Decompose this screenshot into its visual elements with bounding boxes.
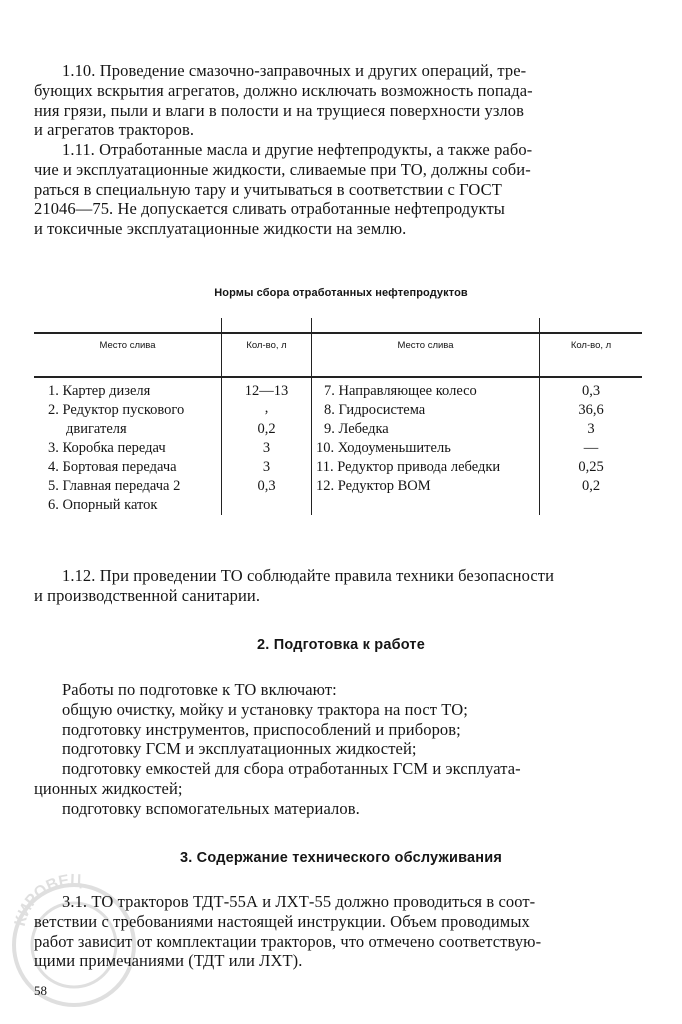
table-cell-place: 12. Редуктор ВОМ bbox=[316, 478, 431, 494]
text-line: 21046—75. Не допускается сливать отработанные нефтепродукты bbox=[34, 199, 505, 219]
text-line: и агрегатов тракторов. bbox=[34, 120, 195, 140]
text-line: и токсичные эксплуатационные жидкости на землю. bbox=[34, 219, 407, 239]
table-cell-place: 6. Опорный каток bbox=[48, 497, 158, 513]
table-cell-qty: 0,2 bbox=[581, 478, 601, 494]
text-line: подготовку ГСМ и эксплуатационных жидкостей; bbox=[62, 739, 417, 759]
table-cell-qty: 36,6 bbox=[578, 402, 604, 418]
header-qty-left: Кол-во, л bbox=[246, 340, 287, 351]
table-cell-qty: , bbox=[264, 400, 269, 416]
table-cell-qty: 0,25 bbox=[578, 459, 604, 475]
oil-collection-table bbox=[34, 318, 642, 518]
text-line: ния грязи, пыли и влаги в полости и на трущиеся поверхности узлов bbox=[34, 100, 525, 120]
table-cell-qty: 0,3 bbox=[581, 383, 601, 399]
text-line: работ зависит от комплектации тракторов, что отмечено соответствую- bbox=[34, 931, 542, 951]
paragraph-1-12 bbox=[34, 566, 638, 606]
text-line: подготовку инструментов, приспособлений и приборов; bbox=[62, 719, 461, 739]
table-cell-place: 3. Коробка передач bbox=[48, 440, 166, 456]
text-line: чие и эксплуатационные жидкости, сливаемые при ТО, должны соби- bbox=[34, 159, 531, 179]
text-line: подготовку емкостей для сбора отработанных ГСМ и эксплуата- bbox=[62, 759, 521, 779]
paragraph-1-11 bbox=[34, 140, 638, 239]
table-top-rule bbox=[34, 332, 642, 334]
text-line: общую очистку, мойку и установку трактора на пост ТО; bbox=[62, 699, 468, 719]
table-title: Нормы сбора отработанных нефтепродуктов bbox=[214, 287, 468, 299]
text-line: ционных жидкостей; bbox=[34, 778, 183, 798]
table-cell-qty: 3 bbox=[587, 421, 595, 437]
table-cell-qty: 3 bbox=[262, 440, 271, 456]
text-line: раться в специальную тару и учитываться в соответствии с ГОСТ bbox=[34, 179, 502, 199]
table-cell-qty: 3 bbox=[262, 459, 271, 475]
text-line: 1.10. Проведение смазочно-заправочных и других операций, тре- bbox=[62, 61, 527, 80]
page-number: 58 bbox=[34, 983, 47, 998]
header-place-left: Место слива bbox=[99, 340, 156, 351]
table-cell-place: 2. Редуктор пускового bbox=[48, 402, 185, 418]
table-cell-qty: — bbox=[583, 440, 599, 456]
text-line: щими примечаниями (ТДТ или ЛХТ). bbox=[34, 951, 303, 971]
text-line: подготовку вспомогательных материалов. bbox=[62, 798, 360, 818]
table-cell-place: 10. Ходоуменьшитель bbox=[316, 440, 451, 456]
text-line: 1.12. При проведении ТО соблюдайте правила техники безопасности bbox=[62, 566, 555, 585]
table-cell-place: 8. Гидросистема bbox=[324, 402, 426, 418]
table-cell-qty: 0,3 bbox=[257, 478, 276, 494]
text-line: и производственной санитарии. bbox=[34, 585, 261, 605]
text-line: ветствии с требованиями настоящей инструкции. Объем проводимых bbox=[34, 911, 530, 931]
table-cell-place: 4. Бортовая передача bbox=[48, 459, 177, 475]
library-stamp-watermark bbox=[4, 855, 144, 1015]
table-cell-place: двигателя bbox=[66, 421, 127, 437]
header-place-right: Место слива bbox=[397, 340, 454, 351]
table-cell-place: 1. Картер дизеля bbox=[48, 383, 151, 399]
table-cell-place: 9. Лебедка bbox=[324, 421, 389, 437]
text-line: бующих вскрытия агрегатов, должно исключать возможность попада- bbox=[34, 80, 533, 100]
table-header-rule bbox=[34, 376, 642, 378]
table-cell-place: 11. Редуктор привода лебедки bbox=[316, 459, 501, 475]
header-qty-right: Кол-во, л bbox=[570, 340, 612, 351]
svg-text:КИРОВЕЦ bbox=[12, 872, 83, 928]
paragraph-section-2 bbox=[34, 680, 638, 819]
stamp-text: КИРОВЕЦ bbox=[11, 871, 83, 929]
text-line: 3.1. ТО тракторов ТДТ-55А и ЛХТ-55 должно проводиться в соот- bbox=[62, 892, 536, 911]
section-heading-2: 2. Подготовка к работе bbox=[256, 637, 425, 653]
text-line: 1.11. Отработанные масла и другие нефтепродукты, а также рабо- bbox=[62, 140, 533, 159]
text-line: Работы по подготовке к ТО включают: bbox=[62, 680, 337, 699]
paragraph-1-10 bbox=[34, 61, 638, 140]
table-cell-qty: 0,2 bbox=[257, 421, 276, 437]
table-cell-qty: 12—13 bbox=[244, 383, 289, 399]
section-heading-3: 3. Содержание технического обслуживания bbox=[179, 850, 503, 866]
table-cell-place: 5. Главная передача 2 bbox=[48, 478, 181, 494]
table-cell-place: 7. Направляющее колесо bbox=[324, 383, 477, 399]
